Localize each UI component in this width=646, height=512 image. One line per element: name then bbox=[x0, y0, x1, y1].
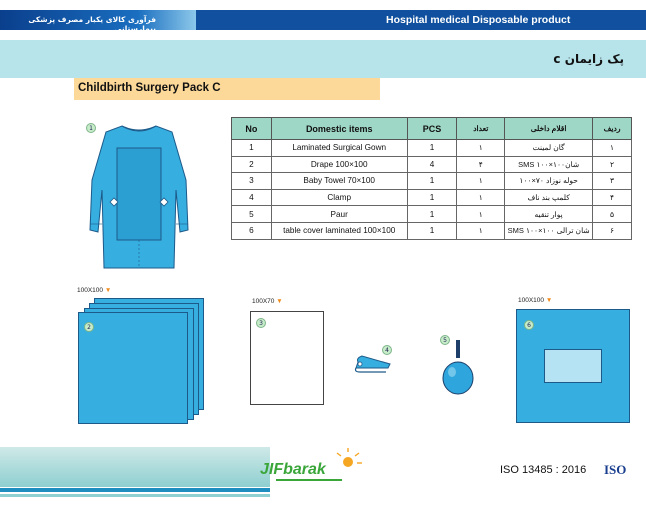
clamp-badge: 4 bbox=[382, 345, 392, 355]
cell-item-fa: شان ترالی ۱۰۰×۱۰۰ SMS bbox=[505, 222, 593, 239]
header-row-fa: ردیف bbox=[593, 118, 632, 140]
cell-row-fa: ۱ bbox=[593, 140, 632, 157]
cell-count-fa: ۱ bbox=[457, 189, 505, 206]
title-band bbox=[0, 40, 646, 78]
cell-item-fa: شان۱۰۰×۱۰۰ SMS bbox=[505, 156, 593, 173]
cell-item: Drape 100×100 bbox=[271, 156, 407, 173]
paur-badge: 5 bbox=[440, 335, 450, 345]
cell-no: 4 bbox=[232, 189, 272, 206]
cell-count-fa: ۱ bbox=[457, 222, 505, 239]
towel-badge: 3 bbox=[256, 318, 266, 328]
cell-pcs: 1 bbox=[407, 206, 457, 223]
header-no: No bbox=[232, 118, 272, 140]
cell-count-fa: ۴ bbox=[457, 156, 505, 173]
brand-logo bbox=[258, 448, 368, 488]
cover-size-label: 100X100 ▼ bbox=[518, 297, 553, 304]
footer-band bbox=[0, 447, 270, 487]
cell-pcs: 1 bbox=[407, 222, 457, 239]
drape-badge: 2 bbox=[84, 322, 94, 332]
cell-item-fa: کلمپ بند ناف bbox=[505, 189, 593, 206]
header-pcs: PCS bbox=[407, 118, 457, 140]
cell-item-fa: پوار تنقیه bbox=[505, 206, 593, 223]
cover-badge: 6 bbox=[524, 320, 534, 330]
table-row bbox=[232, 173, 632, 190]
cell-row-fa: ۴ bbox=[593, 189, 632, 206]
cell-row-fa: ۳ bbox=[593, 173, 632, 190]
cell-no: 3 bbox=[232, 173, 272, 190]
table-row bbox=[232, 189, 632, 206]
cell-pcs: 1 bbox=[407, 189, 457, 206]
cell-no: 1 bbox=[232, 140, 272, 157]
cell-item: Baby Towel 70×100 bbox=[271, 173, 407, 190]
header-items: Domestic items bbox=[271, 118, 407, 140]
cell-item-fa: حوله نوزاد ۷۰×۱۰۰ bbox=[505, 173, 593, 190]
cell-pcs: 4 bbox=[407, 156, 457, 173]
pack-name: Childbirth Surgery Pack C bbox=[74, 78, 380, 100]
cell-item-fa: گان لمینت bbox=[505, 140, 593, 157]
cell-row-fa: ۲ bbox=[593, 156, 632, 173]
header-items-fa: اقلام داخلی bbox=[505, 118, 593, 140]
drape-size-label: 100X100 ▼ bbox=[77, 287, 112, 294]
table-header-row bbox=[232, 118, 632, 140]
header-count-fa: تعداد bbox=[457, 118, 505, 140]
brand-name: JIFbarak bbox=[260, 461, 326, 478]
gown-badge: 1 bbox=[86, 123, 96, 133]
cell-row-fa: ۵ bbox=[593, 206, 632, 223]
iso-standard: ISO 13485 : 2016 bbox=[500, 464, 587, 476]
arrow-down-icon: ▼ bbox=[276, 298, 283, 305]
header-persian-text: فرآوری کالای یکبار مصرف پزشکی بیمارستانی bbox=[0, 10, 196, 30]
cell-count-fa: ۱ bbox=[457, 173, 505, 190]
cell-item: table cover laminated 100×100 bbox=[271, 222, 407, 239]
table-row bbox=[232, 156, 632, 173]
top-header-bar bbox=[0, 10, 646, 33]
arrow-down-icon: ▼ bbox=[545, 297, 553, 304]
towel-size-label: 100X70 ▼ bbox=[252, 298, 283, 305]
cell-count-fa: ۱ bbox=[457, 140, 505, 157]
iso-logo: ISO bbox=[604, 462, 627, 477]
table-row bbox=[232, 140, 632, 157]
cell-item: Laminated Surgical Gown bbox=[271, 140, 407, 157]
cell-item: Paur bbox=[271, 206, 407, 223]
arrow-down-icon: ▼ bbox=[104, 287, 112, 294]
footer-stripe bbox=[0, 494, 270, 497]
cell-no: 6 bbox=[232, 222, 272, 239]
cell-no: 2 bbox=[232, 156, 272, 173]
footer-stripe bbox=[0, 488, 270, 492]
drape-sheet-front bbox=[78, 312, 188, 424]
table-row bbox=[232, 222, 632, 239]
cell-pcs: 1 bbox=[407, 140, 457, 157]
page-title-persian: پک زایمان c bbox=[553, 52, 624, 66]
cell-count-fa: ۱ bbox=[457, 206, 505, 223]
table-row bbox=[232, 206, 632, 223]
cell-item: Clamp bbox=[271, 189, 407, 206]
cell-no: 5 bbox=[232, 206, 272, 223]
table-cover-window bbox=[544, 349, 602, 383]
header-english-text: Hospital medical Disposable product bbox=[196, 10, 646, 30]
cell-pcs: 1 bbox=[407, 173, 457, 190]
surgical-gown-illustration bbox=[84, 120, 194, 270]
cell-row-fa: ۶ bbox=[593, 222, 632, 239]
items-table bbox=[231, 117, 632, 240]
enema-bulb-icon bbox=[440, 340, 476, 396]
